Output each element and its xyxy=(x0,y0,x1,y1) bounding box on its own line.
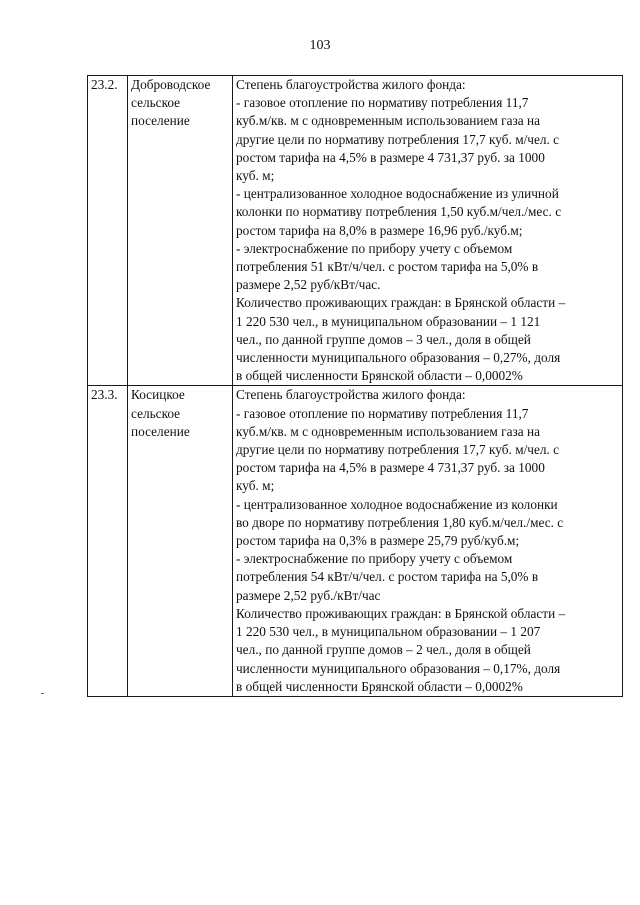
description-line: во дворе по нормативу потребления 1,80 куб.м/чел./мес. с xyxy=(236,514,564,530)
table-row xyxy=(88,76,623,386)
settlement-name-line: сельское xyxy=(131,405,181,421)
scan-artifact xyxy=(41,693,44,694)
description-line: численности муниципального образования – 0,17%, доля xyxy=(236,660,561,676)
settlement-name-line: поселение xyxy=(131,423,190,439)
table-row xyxy=(88,386,623,696)
description-line: ростом тарифа на 0,3% в размере 25,79 руб/куб.м; xyxy=(236,533,520,549)
description-line: - электроснабжение по прибору учету с объемом xyxy=(236,240,513,256)
description-line: куб. м; xyxy=(236,478,275,494)
description-line: чел., по данной группе домов – 2 чел., доля в общей xyxy=(236,642,531,658)
description-line: 1 220 530 чел., в муниципальном образовании – 1 121 xyxy=(236,313,541,329)
description-line: в общей численности Брянской области – 0,0002% xyxy=(236,368,523,384)
settlement-name xyxy=(128,76,233,386)
row-number: 23.2. xyxy=(88,76,128,386)
settlement-name-line: Доброводское xyxy=(131,77,211,92)
description-line: 1 220 530 чел., в муниципальном образовании – 1 207 xyxy=(236,624,541,640)
description-line: численности муниципального образования – 0,27%, доля xyxy=(236,350,561,366)
description-line: - газовое отопление по нормативу потребления 11,7 xyxy=(236,95,529,111)
settlement-name-line: поселение xyxy=(131,113,190,129)
description-line: Количество проживающих граждан: в Брянской области – xyxy=(236,605,566,621)
description-line: ростом тарифа на 4,5% в размере 4 731,37 руб. за 1000 xyxy=(236,460,545,476)
row-number: 23.3. xyxy=(88,386,128,696)
description-line: Степень благоустройства жилого фонда: xyxy=(236,387,466,403)
description-line: в общей численности Брянской области – 0,0002% xyxy=(236,678,523,694)
description-line: другие цели по нормативу потребления 17,7 куб. м/чел. с xyxy=(236,131,560,147)
settlements-table xyxy=(87,75,623,697)
description-line: потребления 54 кВт/ч/чел. с ростом тарифа на 5,0% в xyxy=(236,569,539,585)
description-line: размере 2,52 руб./кВт/час xyxy=(236,587,381,603)
description-line: - электроснабжение по прибору учету с объемом xyxy=(236,551,513,567)
description-line: ростом тарифа на 8,0% в размере 16,96 руб./куб.м; xyxy=(236,222,523,238)
description-line: куб.м/кв. м с одновременным использованием газа на xyxy=(236,113,540,129)
description-line: Степень благоустройства жилого фонда: xyxy=(236,77,466,92)
description-line: другие цели по нормативу потребления 17,7 куб. м/чел. с xyxy=(236,442,560,458)
description-line: Количество проживающих граждан: в Брянской области – xyxy=(236,295,566,311)
settlement-name-line: Косицкое xyxy=(131,387,185,403)
description-line: - централизованное холодное водоснабжение из колонки xyxy=(236,496,558,512)
settlement-description xyxy=(233,386,623,696)
description-line: - газовое отопление по нормативу потребления 11,7 xyxy=(236,405,529,421)
description-line: потребления 51 кВт/ч/чел. с ростом тарифа на 5,0% в xyxy=(236,259,539,275)
description-line: размере 2,52 руб/кВт/час. xyxy=(236,277,381,293)
settlement-description xyxy=(233,76,623,386)
description-line: куб.м/кв. м с одновременным использованием газа на xyxy=(236,423,540,439)
description-line: колонки по нормативу потребления 1,50 куб.м/чел./мес. с xyxy=(236,204,562,220)
description-line: ростом тарифа на 4,5% в размере 4 731,37 руб. за 1000 xyxy=(236,149,545,165)
page-number: 103 xyxy=(309,38,331,53)
settlement-name-line: сельское xyxy=(131,95,181,111)
description-line: - централизованное холодное водоснабжение из уличной xyxy=(236,186,559,202)
settlement-name xyxy=(128,386,233,696)
description-line: чел., по данной группе домов – 3 чел., доля в общей xyxy=(236,331,531,347)
description-line: куб. м; xyxy=(236,168,275,184)
